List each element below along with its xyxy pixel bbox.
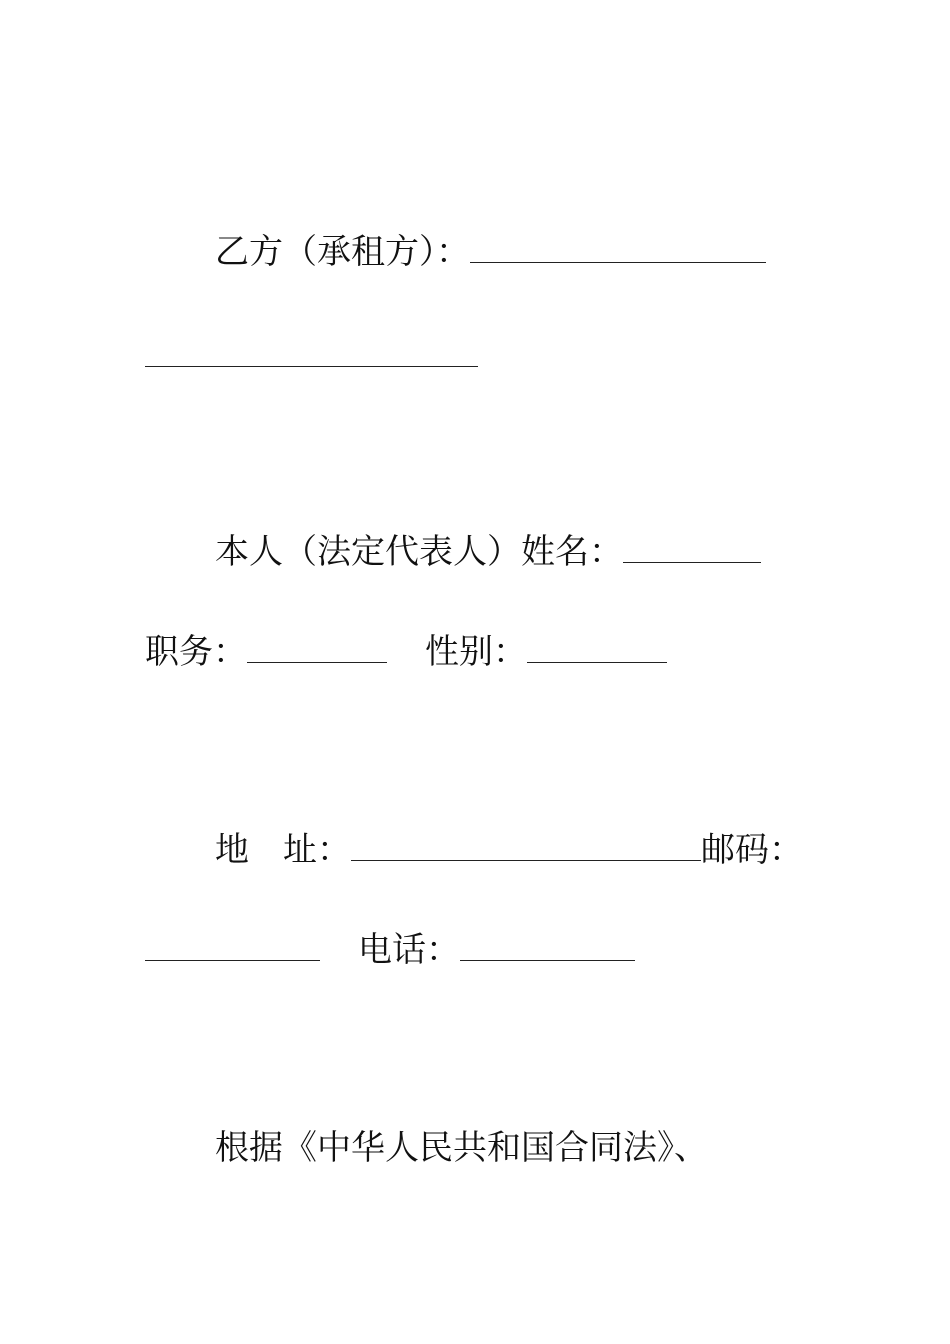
party-b-field-continued[interactable]	[145, 366, 478, 367]
postcode-label: 邮码：	[701, 830, 803, 870]
address-label: 地 址：	[215, 830, 351, 870]
party-b-label: 乙方（承租方）：	[215, 232, 470, 272]
gender-field[interactable]	[527, 634, 667, 663]
party-b-field[interactable]	[470, 234, 766, 263]
party-b-line	[215, 232, 766, 272]
phone-field[interactable]	[460, 932, 635, 961]
position-field[interactable]	[247, 634, 387, 663]
name-label: 本人（法定代表人）姓名：	[215, 532, 623, 572]
position-label: 职务：	[145, 632, 247, 672]
name-field[interactable]	[623, 534, 761, 563]
position-gender-line	[145, 632, 667, 672]
phone-label: 电话：	[358, 930, 460, 970]
address-line	[215, 830, 803, 870]
postcode-field[interactable]	[145, 932, 320, 961]
postcode-phone-line	[145, 930, 635, 970]
basis-text: 根据《中华人民共和国合同法》、	[215, 1128, 708, 1168]
address-field[interactable]	[351, 832, 701, 861]
gender-label: 性别：	[425, 632, 527, 672]
name-line	[215, 532, 761, 572]
basis-line	[215, 1128, 708, 1168]
